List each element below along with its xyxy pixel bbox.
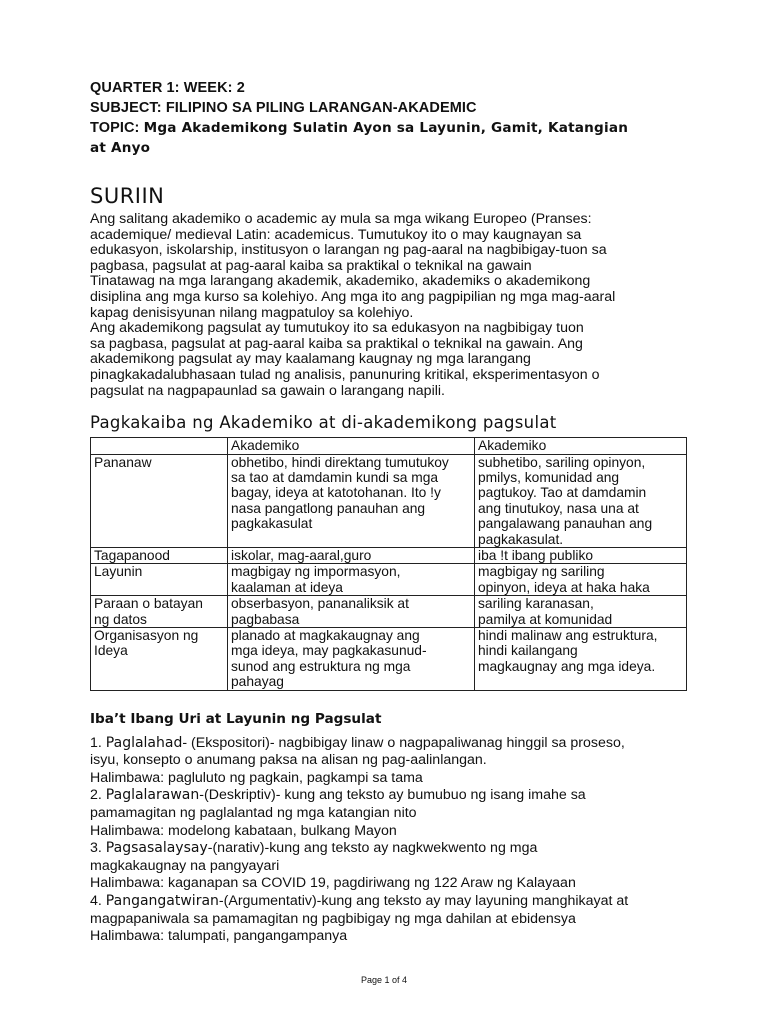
- row-label-cell: [91, 454, 228, 547]
- paragraph-line: kapag denisisyunan nilang magpatuloy sa kolehiyo.: [90, 304, 414, 321]
- cell-line: pagkakasulat.: [478, 531, 564, 547]
- paragraph-line: pagbasa, pagsulat at pag-aaral kaiba sa praktikal o teknikal na gawain: [90, 257, 532, 274]
- cell-line: pagtukoy. Tao at damdamin: [478, 485, 647, 501]
- cell-line: subhetibo, sariling opinyon,: [478, 454, 646, 470]
- comparison-title: Pagkakaiba ng Akademiko at di-akademikong pagsulat: [90, 413, 557, 433]
- akademiko-cell: [228, 547, 475, 563]
- item-example: Halimbawa: talumpati, pangangampanya: [90, 928, 348, 945]
- di-akademiko-cell: [475, 547, 687, 563]
- di-akademiko-cell: [475, 628, 687, 691]
- paragraph-line: sa pagbasa, pagsulat at pag-aaral kaiba sa praktikal o teknikal na gawain. Ang: [90, 335, 583, 352]
- di-akademiko-cell: [475, 596, 687, 628]
- topic-title-line2: at Anyo: [90, 140, 151, 156]
- akademiko-cell: [228, 564, 475, 596]
- paragraph-line: academique/ medieval Latin: academicus. Tumutukoy ito o may kaugnayan sa: [90, 226, 582, 243]
- cell-line: hindi kailangang: [478, 643, 578, 659]
- item-number: 3.: [90, 840, 102, 857]
- comparison-table: [90, 437, 687, 691]
- page-number: Page 1 of 4: [360, 975, 408, 985]
- cell-line: iba !t ibang publiko: [478, 547, 594, 563]
- di-akademiko-cell: [475, 454, 687, 547]
- item-description: -(Argumentativ)-kung ang teksto ay may layuning manghikayat at: [218, 892, 629, 909]
- item-number: 2.: [90, 787, 102, 804]
- cell-line: hindi malinaw ang estruktura,: [478, 628, 658, 643]
- types-list: [90, 735, 690, 946]
- subject-line: SUBJECT: FILIPINO SA PILING LARANGAN-AKADEMIC: [90, 100, 477, 116]
- item-term: Paglalahad: [105, 734, 183, 751]
- item-continuation: isyu, konsepto o anumang paksa na alisan ng pag-aalinlangan.: [90, 752, 487, 769]
- cell-line: Paraan o batayan: [94, 596, 203, 612]
- item-description: -(Deskriptiv)- kung ang teksto ay bumubuo ng isang imahe sa: [199, 787, 586, 804]
- topic-line: [90, 118, 690, 138]
- cell-line: pmilys, komunidad ang: [478, 469, 620, 485]
- paragraph-line: Ang akademikong pagsulat ay tumutukoy ito sa edukasyon na nagbibigay tuon: [90, 320, 584, 337]
- table-row: [91, 454, 687, 547]
- item-first-line: [90, 840, 690, 858]
- akademiko-cell: [228, 596, 475, 628]
- cell-line: ang tinutukoy, nasa una at: [478, 500, 639, 516]
- item-description: - (Ekspositori)- nagbibigay linaw o nagpapaliwanag hinggil sa proseso,: [182, 734, 625, 751]
- table-row: [91, 564, 687, 596]
- cell-line: mga ideya, may pagkakasunud-: [231, 643, 427, 659]
- table-header-cell: Akademiko: [228, 438, 475, 454]
- paragraph-line: Tinatawag na mga larangang akademik, akademiko, akademiks o akademikong: [90, 273, 591, 290]
- row-label-cell: [91, 564, 228, 596]
- list-item: [90, 735, 690, 788]
- cell-line: pamilya at komunidad: [478, 611, 613, 627]
- cell-line: Layunin: [94, 564, 143, 580]
- cell-line: pagkakasulat: [231, 516, 313, 532]
- list-item: [90, 893, 690, 946]
- document-page: [90, 78, 690, 946]
- list-item: [90, 840, 690, 893]
- cell-line: obserbasyon, pananaliksik at: [231, 596, 409, 612]
- cell-line: kaalaman at ideya: [231, 579, 343, 595]
- cell-line: magbigay ng impormasyon,: [231, 564, 401, 580]
- cell-line: Pananaw: [94, 454, 152, 470]
- item-term: Pagsasalaysay: [105, 840, 208, 857]
- types-title: Iba’t Ibang Uri at Layunin ng Pagsulat: [90, 710, 382, 727]
- cell-line: planado at magkakaugnay ang: [231, 628, 420, 643]
- item-number: 4.: [90, 892, 102, 909]
- topic-title-line1: Mga Akademikong Sulatin Ayon sa Layunin, Gamit, Katangian: [143, 120, 629, 136]
- table-header-row: [91, 438, 687, 454]
- di-akademiko-cell: [475, 564, 687, 596]
- topic-label: TOPIC:: [90, 120, 140, 136]
- table-header-cell: Akademiko: [475, 438, 687, 454]
- paragraph-line: edukasyon, iskolarship, institusyon o larangan ng pag-aaral na nagbibigay-tuon sa: [90, 242, 607, 259]
- row-label-cell: [91, 596, 228, 628]
- cell-line: bagay, ideya at katotohanan. Ito !y: [231, 485, 441, 501]
- cell-line: sunod ang estruktura ng mga: [231, 658, 411, 674]
- cell-line: pahayag: [231, 674, 284, 690]
- cell-line: obhetibo, hindi direktang tumutukoy: [231, 454, 449, 470]
- table-row: [91, 628, 687, 691]
- suriin-paragraph: [90, 212, 690, 399]
- paragraph-line: disiplina ang mga kurso sa kolehiyo. Ang mga ito ang pagpipilian ng mga mag-aaral: [90, 288, 616, 305]
- item-continuation: pamamagitan ng paglalantad ng mga katangian nito: [90, 805, 417, 821]
- cell-line: magbigay ng sariling: [478, 564, 605, 580]
- cell-line: sariling karanasan,: [478, 596, 594, 612]
- item-term: Pangangatwiran: [105, 892, 219, 909]
- item-number: 1.: [90, 734, 102, 751]
- table-header-cell: [91, 438, 228, 454]
- item-example: Halimbawa: modelong kabataan, bulkang Mayon: [90, 822, 397, 839]
- item-first-line: [90, 893, 690, 911]
- table-row: [91, 596, 687, 628]
- document-header: [90, 78, 690, 158]
- akademiko-cell: [228, 628, 475, 691]
- cell-line: opinyon, ideya at haka haka: [478, 579, 650, 595]
- item-first-line: [90, 735, 690, 753]
- cell-line: ng datos: [94, 611, 147, 627]
- cell-line: Tagapanood: [94, 547, 170, 563]
- item-first-line: [90, 787, 690, 805]
- cell-line: pangalawang panauhan ang: [478, 516, 653, 532]
- item-continuation: magpapaniwala sa pamamagitan ng pagbibigay ng mga dahilan at ebidensya: [90, 910, 576, 927]
- paragraph-line: pagsulat na nagpapaunlad sa gawain o larangang napili.: [90, 382, 445, 399]
- cell-line: nasa pangatlong panauhan ang: [231, 500, 426, 516]
- row-label-cell: [91, 547, 228, 563]
- cell-line: iskolar, mag-aaral,guro: [231, 547, 372, 563]
- row-label-cell: [91, 628, 228, 691]
- cell-line: pagbabasa: [231, 611, 300, 627]
- item-term: Paglalarawan: [105, 787, 200, 804]
- cell-line: sa tao at damdamin kundi sa mga: [231, 469, 439, 485]
- item-description: -(narativ)-kung ang teksto ay nagkwekwento ng mga: [207, 840, 538, 857]
- item-example: Halimbawa: pagluluto ng pagkain, pagkampi sa tama: [90, 769, 423, 786]
- cell-line: Ideya: [94, 643, 128, 659]
- list-item: [90, 787, 690, 840]
- table-row: [91, 547, 687, 563]
- suriin-heading: SURIIN: [90, 184, 165, 208]
- paragraph-line: Ang salitang akademiko o academic ay mula sa mga wikang Europeo (Pranses:: [90, 211, 592, 227]
- item-example: Halimbawa: kaganapan sa COVID 19, pagdiriwang ng 122 Araw ng Kalayaan: [90, 875, 576, 892]
- akademiko-cell: [228, 454, 475, 547]
- item-continuation: magkakaugnay na pangyayari: [90, 857, 280, 874]
- quarter-line: QUARTER 1: WEEK: 2: [90, 80, 245, 96]
- cell-line: magkaugnay ang mga ideya.: [478, 658, 656, 674]
- paragraph-line: akademikong pagsulat ay may kaalamang kaugnay ng mga larangang: [90, 351, 531, 368]
- paragraph-line: pinagkakadalubhasaan tulad ng analisis, panunuring kritikal, eksperimentasyon o: [90, 366, 600, 383]
- cell-line: Organisasyon ng: [94, 628, 199, 643]
